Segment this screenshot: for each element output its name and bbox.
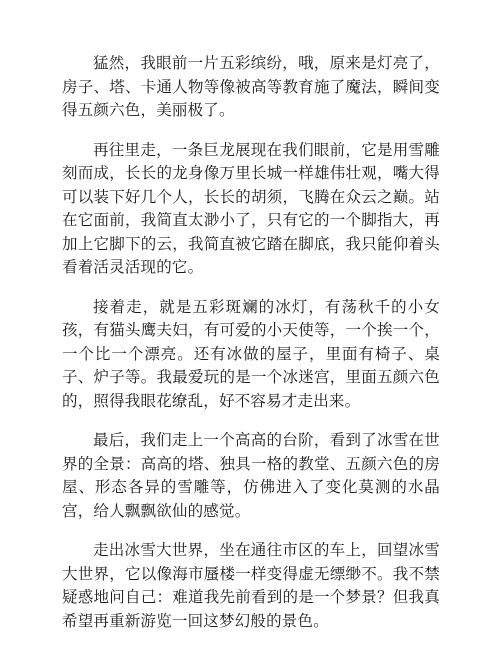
document-page: [62, 52, 440, 649]
paragraph-4: 最后，我们走上一个高高的台阶，看到了冰雪在世界的全景：高高的塔、独具一格的教堂、五颜六色的房屋、形态各异的雪雕等，仿佛进入了变化莫测的水晶宫，给人飘飘欲仙的感觉。: [62, 431, 440, 520]
paragraph-3: 接着走，就是五彩斑斓的冰灯，有荡秋千的小女孩，有猫头鹰夫妇，有可爱的小天使等，一个挨一个，一个比一个漂亮。还有冰做的屋子，里面有椅子、桌子、炉子等。我最爱玩的是一个冰迷宫，里面五颜六色的，照得我眼花缭乱，好不容易才走出来。: [62, 297, 440, 410]
paragraph-5: 走出冰雪大世界，坐在通往市区的车上，回望冰雪大世界，它以像海市蜃楼一样变得虚无缥缈不。我不禁疑惑地问自己：难道我先前看到的是一个梦景？但我真希望再重新游览一回这梦幻般的景色。: [62, 541, 440, 630]
paragraph-1: 猛然，我眼前一片五彩缤纷，哦，原来是灯亮了，房子、塔、卡通人物等像被高等教育施了魔法，瞬间变得五颜六色，美丽极了。: [62, 54, 440, 119]
paragraph-2: 再往里走，一条巨龙展现在我们眼前，它是用雪雕刻而成，长长的龙身像万里长城一样雄伟壮观，嘴大得可以装下好几个人，长长的胡须，飞腾在众云之巅。站在它面前，我简直太渺小了，只有它的一个脚指大，再加上它脚下的云，我简直被它踏在脚底，我只能仰着头看着活灵活现的它。: [62, 140, 440, 276]
